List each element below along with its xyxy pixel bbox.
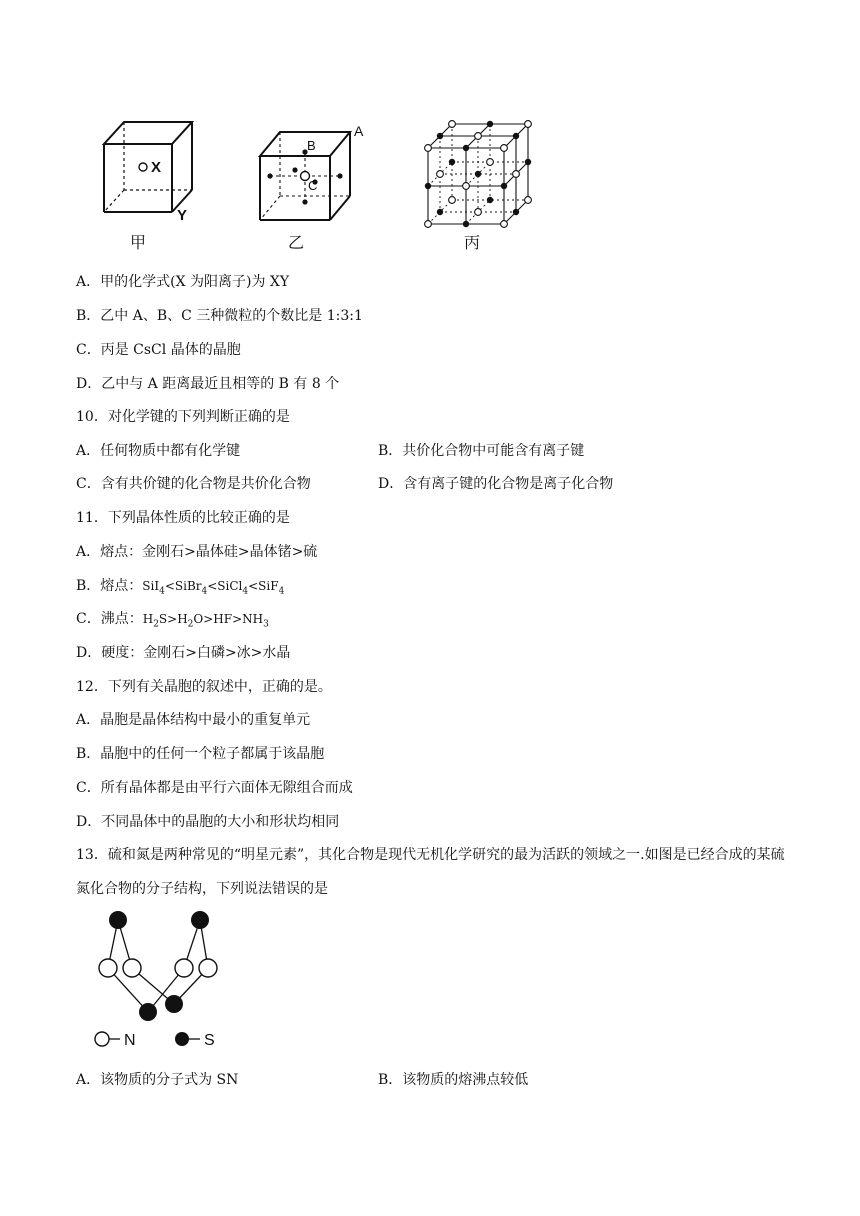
- label-y: Y: [177, 207, 188, 224]
- q12-option-a: A．晶胞是晶体结构中最小的重复单元: [76, 712, 311, 728]
- caption-yi: 乙: [288, 235, 305, 252]
- figure-jia-cube: [96, 110, 206, 255]
- q12-option-c: C．所有晶体都是由平行六面体无隙组合而成: [76, 780, 353, 796]
- q9-option-c: C．丙是 CsCl 晶体的晶胞: [76, 342, 241, 358]
- q10-option-a: A．任何物质中都有化学键: [76, 443, 241, 459]
- q11-option-c: C．沸点：$H_2S>H_2O>HF>NH_3$: [76, 611, 269, 630]
- q9-option-d: D．乙中与 A 距离最近且相等的 B 有 8 个: [76, 376, 340, 392]
- legend-s-label: S: [204, 1032, 215, 1049]
- label-b: B: [307, 138, 316, 153]
- q13-option-b: B．该物质的熔沸点较低: [378, 1072, 529, 1088]
- figure-yi-cube: [250, 118, 370, 258]
- figure-sn-molecule: [88, 908, 238, 1058]
- q10-option-c: C．含有共价键的化合物是共价化合物: [76, 476, 311, 492]
- q12-stem: 12．下列有关晶胞的叙述中，正确的是。: [76, 679, 332, 695]
- q10-stem: 10．对化学键的下列判断正确的是: [76, 409, 290, 425]
- q13-stem: 13．硫和氮是两种常见的“明星元素”，其化合物是现代无机化学研究的最为活跃的领域之一.如图是已经合成的某硫氮化合物的分子结构，下列说法错误的是: [76, 847, 785, 897]
- q10-option-d: D．含有离子键的化合物是离子化合物: [378, 476, 614, 492]
- q12-option-b: B．晶胞中的任何一个粒子都属于该晶胞: [76, 746, 325, 762]
- caption-bing: 丙: [464, 235, 481, 252]
- caption-jia: 甲: [130, 235, 147, 252]
- legend-n-marker: [95, 1032, 109, 1046]
- q11-stem: 11．下列晶体性质的比较正确的是: [76, 510, 290, 526]
- q10-option-b: B．共价化合物中可能含有离子键: [378, 443, 585, 459]
- label-c: C: [308, 178, 318, 193]
- legend-n-label: N: [124, 1032, 136, 1049]
- q9-option-a: A．甲的化学式(X 为阳离子)为 XY: [76, 274, 290, 290]
- q11-option-a: A．熔点：金刚石>晶体硅>晶体锗>硫: [76, 544, 318, 560]
- q12-option-d: D．不同晶体中的晶胞的大小和形状均相同: [76, 814, 340, 830]
- figure-bing-lattice: [414, 114, 554, 259]
- q13-option-a: A．该物质的分子式为 SN: [76, 1072, 239, 1088]
- q11-option-d: D．硬度：金刚石>白磷>冰>水晶: [76, 645, 291, 661]
- label-a: A: [354, 123, 364, 139]
- q9-option-b: B．乙中 A、B、C 三种微粒的个数比是 1:3:1: [76, 308, 363, 324]
- label-x: X: [151, 159, 162, 176]
- legend-s-marker: [175, 1032, 189, 1046]
- q11-option-b: B．熔点：SiI$_4$<SiBr$_4$<SiCl$_4$<SiF$_4$: [76, 578, 285, 597]
